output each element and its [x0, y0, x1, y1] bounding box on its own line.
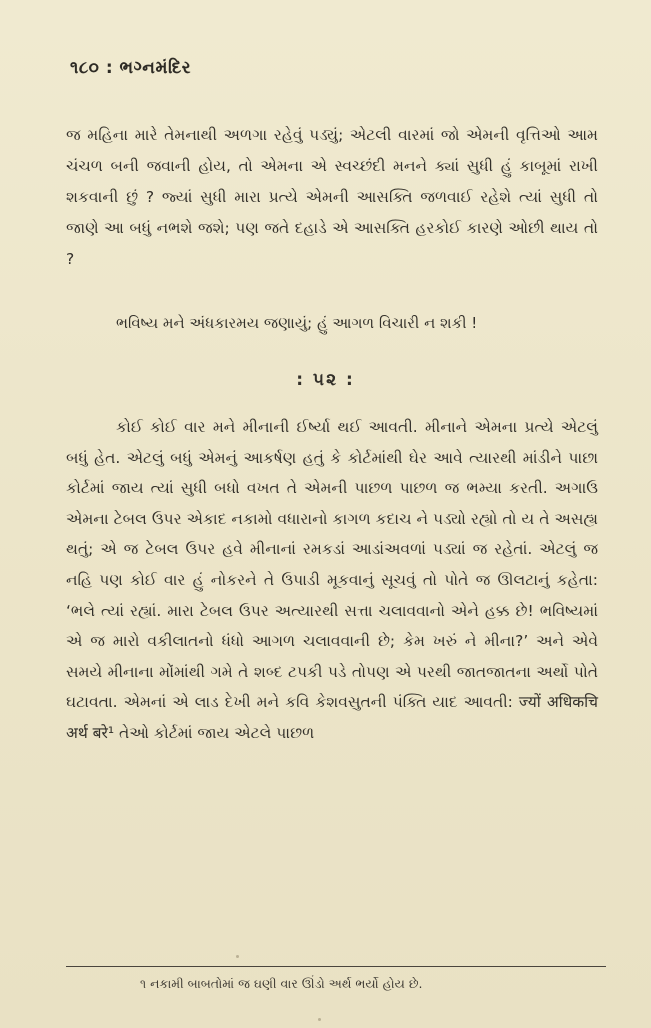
- body-paragraph: જ મહિના મારે તેમનાથી અળગા રહેવું પડ્યું; એટલી વારમાં જો એમની વૃત્તિઓ આમ ચંચળ બની જવાની હોય, તો એમના એ સ્વચ્છંદી મનને ક્યાં સુધી હું કાબૂમાં રાખી શકવાની છું ? જ્યાં સુધી મારા પ્રત્યે એમની આસક્તિ જળવાઈ રહેશે ત્યાં સુધી તો જાણે આ બધું નભશે જશે; પણ જતે દહાડે એ આસક્તિ હરકોઈ કારણે ઓછી થાય તો ?: [66, 126, 598, 268]
- paper-speck: [318, 1018, 321, 1021]
- running-head: ૧૮૦ : ભગ્નમંદિર: [70, 58, 192, 78]
- body-paragraph: ભવિષ્ય મને અંધકારમય જણાયું; હું આગળ વિચારી ન શકી !: [116, 314, 478, 332]
- chapter-number: : ૫૨ :: [296, 370, 355, 390]
- footnote-divider: [66, 966, 606, 967]
- footnote: ૧ નકામી બાબતોમાં જ ઘણી વાર ઊંડો અર્થ ભર્યો હોય છે.: [140, 976, 423, 991]
- body-paragraph: કોઈ કોઈ વાર મને મીનાની ઈર્ષ્યા થઈ આવતી. મીનાને એમના પ્રત્યે એટલું બધું હેત. એટલું બધું એમનું આકર્ષણ હતું કે કોર્ટમાંથી ઘેર આવે ત્યારથી માંડીને પાછા કોર્ટમાં જાય ત્યાં સુધી બધો વખત તે એમની પાછળ પાછળ જ ભમ્યા કરતી. અગાઉ એમના ટેબલ ઉપર એકાદ નકામો વધારાનો કાગળ કદાચ ને પડ્યો રહ્યો તો ય તે અસહ્ય થતું; એ જ ટેબલ ઉપર હવે મીનાનાં રમકડાં આડાંઅવળાં પડ્યાં જ રહેતાં. એટલું જ નહિ પણ કોઈ વાર હું નોકરને તે ઉપાડી મૂકવાનું સૂચવું તો પોતે જ ઊલટાનું કહેતા: ‘ભલે ત્યાં રહ્યાં. મારા ટેબલ ઉપર અત્યારથી સત્તા ચલાવવાનો એને હક્ક છે! ભવિષ્યમાં એ જ મારો વકીલાતનો ધંધો આગળ ચલાવવાની છે; કેમ ખરું ને મીના?’ અને એવે સમયે મીનાના મોંમાંથી ગમે તે શબ્દ ટપકી પડે તોપણ એ પરથી જાતજાતના અર્થો પોતે ઘટાવતા. એમનાં એ લાડ દેખી મને કવિ કેશવસુતની પંક્તિ યાદ આવતી: ज्यों अधिकचि अर्थ बरे¹ તેઓ કોર્ટમાં જાય એટલે પાછળ: [66, 418, 598, 742]
- paper-speck: [236, 955, 239, 958]
